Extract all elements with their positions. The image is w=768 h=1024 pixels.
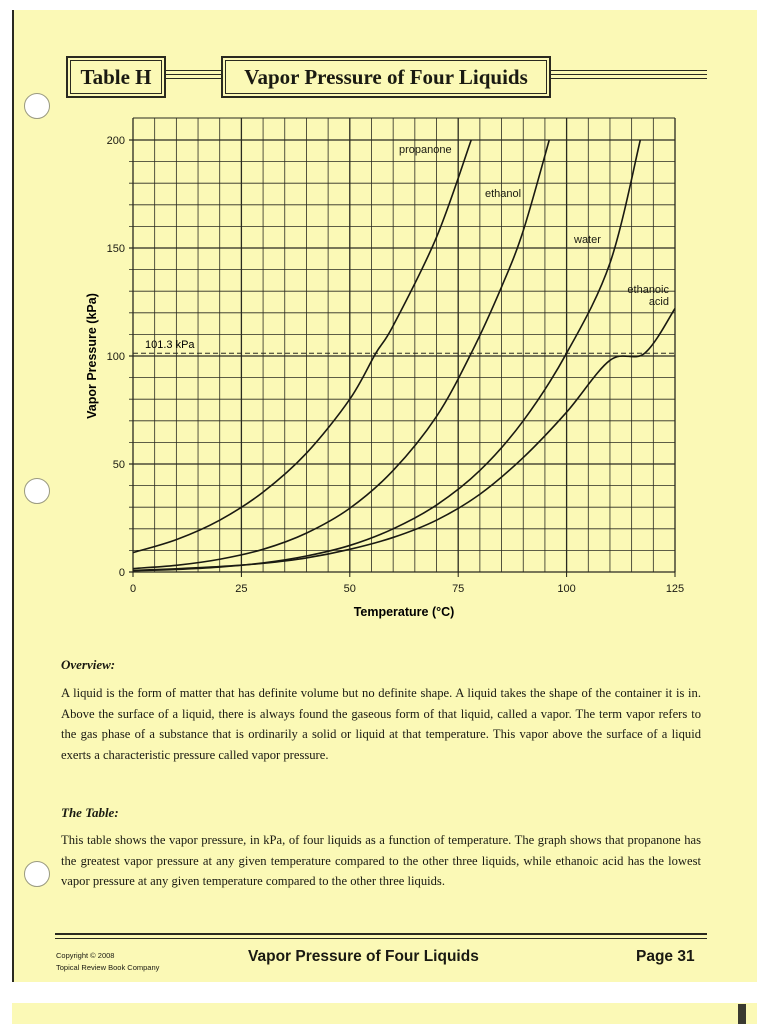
footer-title: Vapor Pressure of Four Liquids [248,948,479,965]
curve-ethanoic-acid [133,308,675,570]
series-label: acid [648,296,669,308]
y-tick-label: 150 [106,243,125,255]
curve-ethanol [133,140,549,569]
page-number: Page 31 [636,948,695,965]
footer-rule [55,933,707,935]
overview-heading: Overview: [61,657,116,672]
x-tick-label: 100 [557,583,576,595]
series-label: ethanol [485,188,522,200]
series-label: ethanoic [627,284,669,296]
x-tick-label: 0 [129,583,137,595]
binder-hole-bottom [24,861,50,887]
next-page-strip [12,1003,757,1024]
publisher-line: Topical Review Book Company [56,963,160,972]
y-tick-label: 200 [106,135,125,147]
copyright [56,950,159,974]
footer-rule [55,938,707,939]
series-label: water [574,234,601,246]
corner-mark [738,1004,746,1024]
x-tick-label: 125 [665,583,685,595]
reference-line-label: 101.3 kPa [145,339,195,352]
y-tick-label: 0 [118,567,125,579]
series-label: propanone [399,144,452,156]
x-tick-label: 25 [235,583,248,595]
x-tick-label: 50 [343,583,356,595]
y-tick-label: 50 [112,459,125,471]
table-label: Table H [66,56,166,98]
the-table-paragraph: This table shows the vapor pressure, in kPa, of four liquids as a function of temperature. The graph shows that propanone has the greatest vapor pressure at any given temperature compared to the other three liquids, while ethanoic acid has the lowest vapor pressure at any given temperature compared to the other three liquids. [61,833,701,888]
y-tick-label: 100 [106,351,125,363]
y-axis-label: Vapor Pressure (kPa) [85,293,99,419]
the-table-heading: The Table: [61,805,119,820]
overview-paragraph: A liquid is the form of matter that has definite volume but no definite shape. A liquid takes the shape of the container it is in. Above the surface of a liquid, there is always found the gaseous form of that liquid, called a vapor. The term vapor refers to the gas phase of a substance that is ordinarily a solid or liquid at that temperature. This vapor above the surface of a liquid exerts a characteristic pressure called vapor pressure. [61,686,701,762]
table-title: Vapor Pressure of Four Liquids [221,56,551,98]
copyright-line: Copyright © 2008 [56,951,115,960]
x-axis-label: Temperature (°C) [353,605,455,619]
x-tick-label: 75 [452,583,465,595]
